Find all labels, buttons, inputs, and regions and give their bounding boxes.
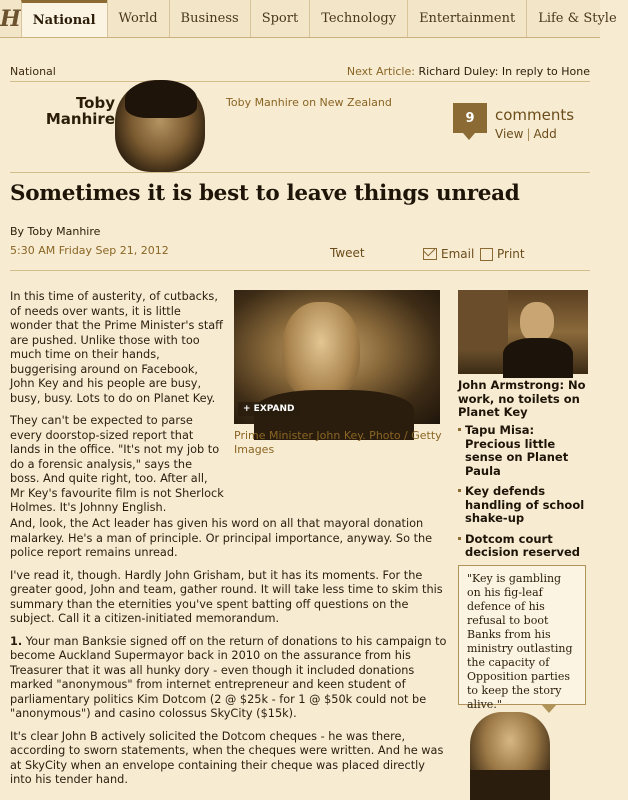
print-icon: [480, 248, 493, 261]
divider: [10, 172, 590, 173]
comment-links-separator: |: [526, 127, 531, 141]
tab-life-style[interactable]: Life & Style: [526, 0, 627, 37]
sidebar-related-list: [458, 424, 593, 567]
article-body-narrow: [10, 290, 225, 524]
quote-author-photo: [470, 712, 550, 794]
tab-national[interactable]: National: [21, 0, 107, 37]
print-label: Print: [497, 247, 525, 261]
paragraph: In this time of austerity, of cutbacks, of needs over wants, it is little wonder that the Prime Minister's staff are pushed. Unlike those with too much time on their hands, buggerising around on Facebook, John Key and his people are busy, busy, busy. Lots to do on Planet Key.: [10, 290, 223, 405]
photo-caption: Prime Minister John Key. Photo / Getty Images: [234, 429, 442, 456]
site-logo[interactable]: H: [0, 5, 21, 32]
related-link[interactable]: Dotcom court decision reserved: [458, 533, 593, 560]
tweet-button[interactable]: Tweet: [330, 246, 365, 260]
article-body-wide: [10, 517, 450, 796]
sidebar-photo[interactable]: [458, 290, 588, 374]
author-tagline[interactable]: Toby Manhire on New Zealand: [226, 96, 392, 109]
next-article-label: Next Article:: [346, 65, 415, 78]
author-first-name: Toby: [75, 94, 115, 112]
tab-entertainment[interactable]: Entertainment: [407, 0, 526, 37]
expand-button[interactable]: + EXPAND: [238, 402, 300, 416]
article-byline: By Toby Manhire: [10, 225, 101, 238]
paragraph: It's clear John B actively solicited the Dotcom cheques - he was there, according to sworn statements, when the cheques were written. And he was at SkyCity when an envelope containing their cheque was placed directly into his tender hand.: [10, 729, 444, 786]
section-bar: [10, 62, 590, 82]
point-text: Your man Banksie signed off on the return of donations to his campaign to become Auckland Supermayor back in 2010 on the assurance from his Treasurer that it was all hunky dory - even though it included donations marked "anonymous" from internet entrepreneur and keen student of parliamentary politics Kim Dotcom (2 @ $25k - for 1 @ $50k could not be "anonymous") and casino colossus SkyCity ($15k).: [10, 634, 447, 720]
article-headline: Sometimes it is best to leave things unread: [10, 181, 520, 206]
top-navigation: [0, 0, 617, 38]
comment-links: [495, 127, 557, 141]
print-button[interactable]: [480, 247, 525, 261]
sidebar-lead-link[interactable]: John Armstrong: No work, no toilets on Planet Key: [458, 378, 586, 419]
article-date: 5:30 AM Friday Sep 21, 2012: [10, 244, 169, 257]
email-button[interactable]: [423, 247, 474, 261]
paragraph-point-1: [10, 635, 450, 722]
comments-label[interactable]: comments: [495, 106, 575, 124]
author-photo: [115, 80, 205, 172]
add-comment-link[interactable]: Add: [533, 127, 557, 141]
paragraph: And, look, the Act leader has given his word on all that mayoral donation malarkey. He's a man of principle. Or principal importance, anyway. So the police report remains unread.: [10, 517, 433, 559]
pull-quote: "Key is gambling on his fig-leaf defence of his refusal to boot Banks from his ministry outlasting the capacity of Opposition parties to keep the story alive.": [458, 565, 586, 705]
section-label[interactable]: National: [10, 65, 56, 78]
next-article-title[interactable]: Richard Duley: In reply to Hone: [418, 65, 590, 78]
email-label: Email: [441, 247, 475, 261]
tab-business[interactable]: Business: [169, 0, 250, 37]
author-name[interactable]: [40, 95, 115, 127]
comment-count-badge[interactable]: 9: [453, 103, 487, 133]
divider: [10, 270, 590, 271]
point-number: 1.: [10, 634, 23, 648]
view-comments-link[interactable]: View: [495, 127, 524, 141]
tab-sport[interactable]: Sport: [250, 0, 310, 37]
related-link[interactable]: Tapu Misa: Precious little sense on Planet Paula: [458, 424, 593, 478]
tab-world[interactable]: World: [107, 0, 169, 37]
author-last-name: Manhire: [45, 110, 115, 128]
related-link[interactable]: Key defends handling of school shake-up: [458, 485, 593, 526]
email-icon: [423, 248, 437, 260]
paragraph: I've read it, though. Hardly John Grisham, but it has its moments. For the greater good, John and team, gather round. It will take less time to skim this summary than the eternities you've spent batting off questions on the subject. Call it a citizen-initiated memorandum.: [10, 568, 443, 625]
tab-technology[interactable]: Technology: [309, 0, 407, 37]
next-article-link[interactable]: [347, 65, 590, 78]
main-photo[interactable]: [234, 290, 440, 424]
paragraph: They can't be expected to parse every doorstop-sized report that lands in the office. "It's not my job to do a forensic analysis," says the boss. And quite right, too. After all, Mr Key's favourite film is not Sherlock Holmes. It's Johnny English.: [10, 414, 224, 514]
